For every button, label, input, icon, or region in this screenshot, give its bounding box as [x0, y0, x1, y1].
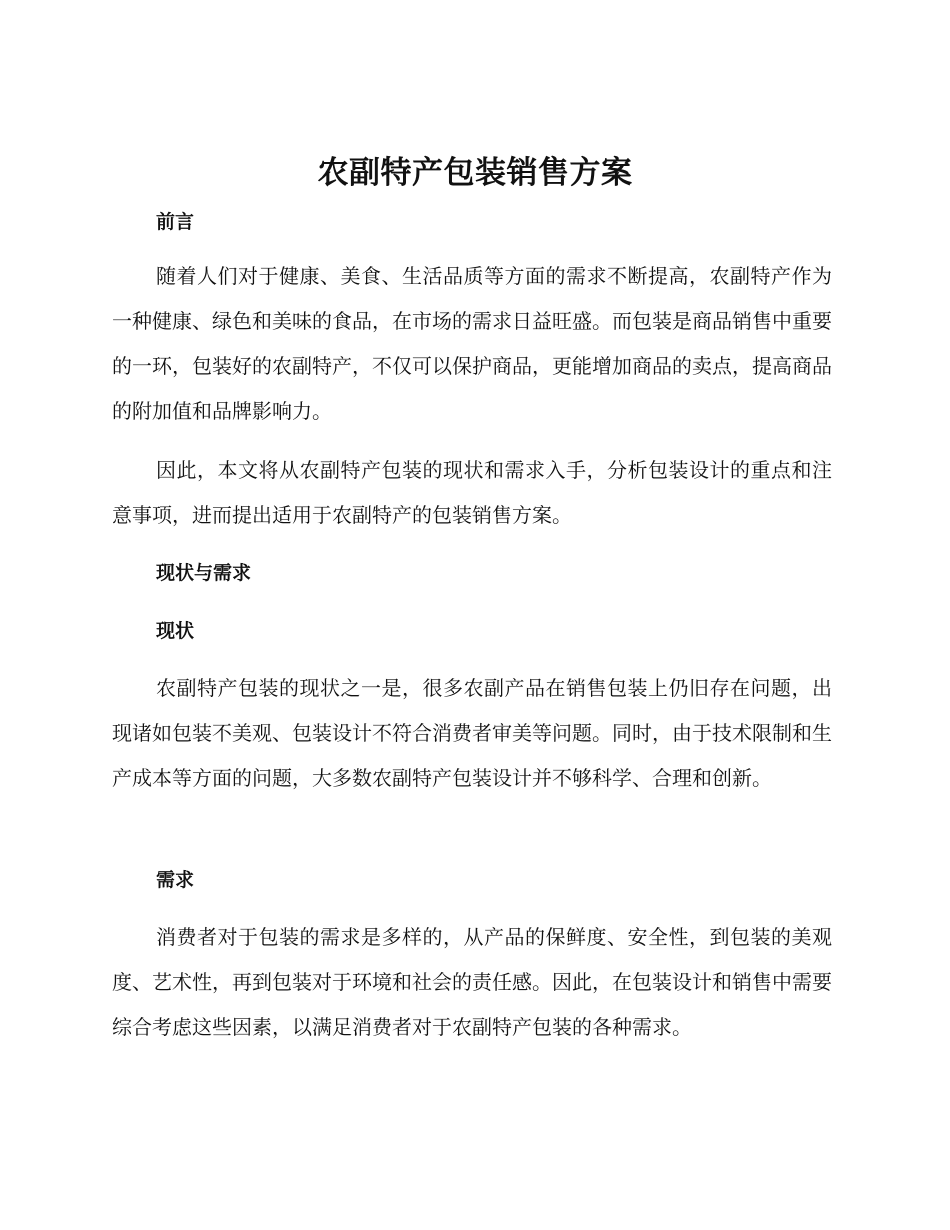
demand-paragraph: 消费者对于包装的需求是多样的，从产品的保鲜度、安全性，到包装的美观度、艺术性，再到包装对于环境和社会的责任感。因此，在包装设计和销售中需要综合考虑这些因素，以满足消费者对于农副特产包装的各种需求。 [112, 925, 832, 1039]
document-title: 农副特产包装销售方案 [317, 155, 633, 191]
subsection-heading-status: 现状 [156, 620, 195, 642]
status-paragraph: 农副特产包装的现状之一是，很多农副产品在销售包装上仍旧存在问题，出现诸如包装不美观、包装设计不符合消费者审美等问题。同时，由于技术限制和生产成本等方面的问题，大多数农副特产包装设计并不够科学、合理和创新。 [112, 676, 832, 790]
section-heading-preface: 前言 [156, 211, 195, 233]
section-heading-status-and-demand: 现状与需求 [156, 562, 252, 584]
preface-paragraph-1: 随着人们对于健康、美食、生活品质等方面的需求不断提高，农副特产作为一种健康、绿色和美味的食品，在市场的需求日益旺盛。而包装是商品销售中重要的一环，包装好的农副特产，不仅可以保护商品，更能增加商品的卖点，提高商品的附加值和品牌影响力。 [112, 264, 832, 423]
subsection-heading-demand: 需求 [156, 869, 195, 891]
preface-paragraph-2: 因此，本文将从农副特产包装的现状和需求入手，分析包装设计的重点和注意事项，进而提出适用于农副特产的包装销售方案。 [112, 458, 832, 527]
